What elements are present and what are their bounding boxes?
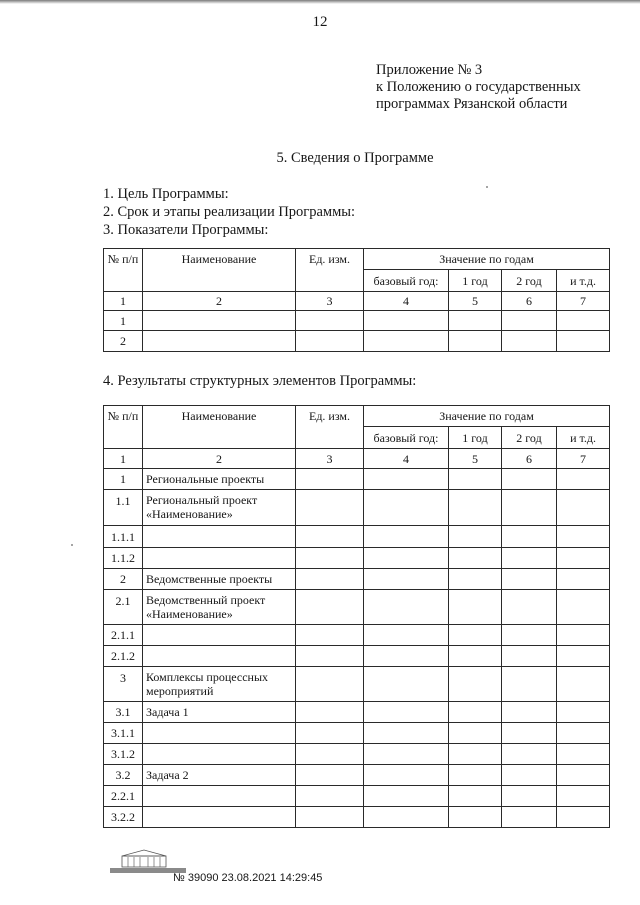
table-row bbox=[104, 667, 610, 702]
row-name: Ведомственные проекты bbox=[143, 569, 296, 590]
row-name bbox=[143, 807, 296, 828]
item-goal: 1. Цель Программы: bbox=[103, 186, 229, 202]
row-name bbox=[143, 646, 296, 667]
row-num: 2 bbox=[104, 331, 143, 352]
column-number-row bbox=[104, 292, 610, 311]
table-row bbox=[104, 744, 610, 765]
row-name: Задача 2 bbox=[143, 765, 296, 786]
row-name bbox=[143, 744, 296, 765]
row-name bbox=[143, 311, 296, 331]
item-indicators: 3. Показатели Программы: bbox=[103, 222, 269, 238]
row-num: 1.1 bbox=[104, 490, 143, 526]
table-row bbox=[104, 331, 610, 352]
header-values-by-year: Значение по годам bbox=[364, 406, 610, 427]
row-name bbox=[143, 625, 296, 646]
row-num: 3.1.2 bbox=[104, 744, 143, 765]
scan-speck bbox=[71, 544, 73, 546]
government-stamp-icon bbox=[108, 848, 188, 874]
header-unit: Ед. изм. bbox=[296, 249, 364, 292]
row-num: 2.1 bbox=[104, 590, 143, 625]
column-number: 6 bbox=[502, 292, 557, 311]
table-row bbox=[104, 646, 610, 667]
scan-edge bbox=[0, 0, 640, 4]
table-row bbox=[104, 702, 610, 723]
column-number: 6 bbox=[502, 449, 557, 469]
row-name bbox=[143, 331, 296, 352]
header-base-year: базовый год: bbox=[364, 270, 449, 292]
row-num: 3 bbox=[104, 667, 143, 702]
header-year-2: 2 год bbox=[502, 427, 557, 449]
section-title: 5. Сведения о Программе bbox=[276, 150, 434, 166]
row-num: 3.1.1 bbox=[104, 723, 143, 744]
column-number: 7 bbox=[557, 449, 610, 469]
row-name bbox=[143, 786, 296, 807]
header-year-1: 1 год bbox=[449, 427, 502, 449]
column-number: 7 bbox=[557, 292, 610, 311]
annex-line-3: программах Рязанской области bbox=[376, 96, 568, 112]
column-number: 5 bbox=[449, 292, 502, 311]
header-name: Наименование bbox=[143, 406, 296, 449]
table-row bbox=[104, 526, 610, 548]
annex-line-2: к Положению о государственных bbox=[376, 79, 581, 95]
row-name: Комплексы процессных мероприятий bbox=[143, 667, 296, 702]
program-items bbox=[103, 185, 355, 239]
column-number: 2 bbox=[143, 292, 296, 311]
row-num: 2.2.1 bbox=[104, 786, 143, 807]
column-number: 4 bbox=[364, 449, 449, 469]
row-name: Региональные проекты bbox=[143, 469, 296, 490]
row-name: Задача 1 bbox=[143, 702, 296, 723]
annex-header bbox=[376, 62, 581, 113]
header-num: № п/п bbox=[104, 249, 143, 292]
annex-line-1: Приложение № 3 bbox=[376, 62, 483, 78]
section4-heading: 4. Результаты структурных элементов Программы: bbox=[103, 373, 417, 389]
row-num: 1 bbox=[104, 311, 143, 331]
column-number: 2 bbox=[143, 449, 296, 469]
table-row bbox=[104, 625, 610, 646]
row-num: 1.1.1 bbox=[104, 526, 143, 548]
header-etc: и т.д. bbox=[557, 270, 610, 292]
header-year-2: 2 год bbox=[502, 270, 557, 292]
row-num: 1 bbox=[104, 469, 143, 490]
scan-speck bbox=[486, 186, 488, 188]
column-number: 4 bbox=[364, 292, 449, 311]
registration-number: № 39090 23.08.2021 14:29:45 bbox=[173, 872, 323, 884]
row-num: 3.2 bbox=[104, 765, 143, 786]
column-number: 3 bbox=[296, 292, 364, 311]
table-row bbox=[104, 765, 610, 786]
row-name bbox=[143, 548, 296, 569]
table-row bbox=[104, 490, 610, 526]
column-number-row bbox=[104, 449, 610, 469]
header-etc: и т.д. bbox=[557, 427, 610, 449]
header-unit: Ед. изм. bbox=[296, 406, 364, 449]
table-row bbox=[104, 548, 610, 569]
table-row bbox=[104, 786, 610, 807]
header-num: № п/п bbox=[104, 406, 143, 449]
column-number: 5 bbox=[449, 449, 502, 469]
table-row bbox=[104, 311, 610, 331]
row-num: 2.1.1 bbox=[104, 625, 143, 646]
row-name: Ведомственный проект «Наименование» bbox=[143, 590, 296, 625]
row-name bbox=[143, 526, 296, 548]
results-table bbox=[103, 405, 610, 828]
table-row bbox=[104, 807, 610, 828]
indicators-table bbox=[103, 248, 610, 352]
table-row bbox=[104, 469, 610, 490]
header-base-year: базовый год: bbox=[364, 427, 449, 449]
table-row bbox=[104, 723, 610, 744]
row-num: 3.2.2 bbox=[104, 807, 143, 828]
header-year-1: 1 год bbox=[449, 270, 502, 292]
table-row bbox=[104, 590, 610, 625]
item-terms: 2. Срок и этапы реализации Программы: bbox=[103, 204, 356, 220]
row-num: 1.1.2 bbox=[104, 548, 143, 569]
column-number: 1 bbox=[104, 292, 143, 311]
row-num: 2.1.2 bbox=[104, 646, 143, 667]
header-name: Наименование bbox=[143, 249, 296, 292]
row-name bbox=[143, 723, 296, 744]
table-row bbox=[104, 569, 610, 590]
header-values-by-year: Значение по годам bbox=[364, 249, 610, 270]
page-number: 12 bbox=[312, 14, 328, 30]
column-number: 1 bbox=[104, 449, 143, 469]
row-num: 2 bbox=[104, 569, 143, 590]
row-name: Региональный проект «Наименование» bbox=[143, 490, 296, 526]
row-num: 3.1 bbox=[104, 702, 143, 723]
column-number: 3 bbox=[296, 449, 364, 469]
